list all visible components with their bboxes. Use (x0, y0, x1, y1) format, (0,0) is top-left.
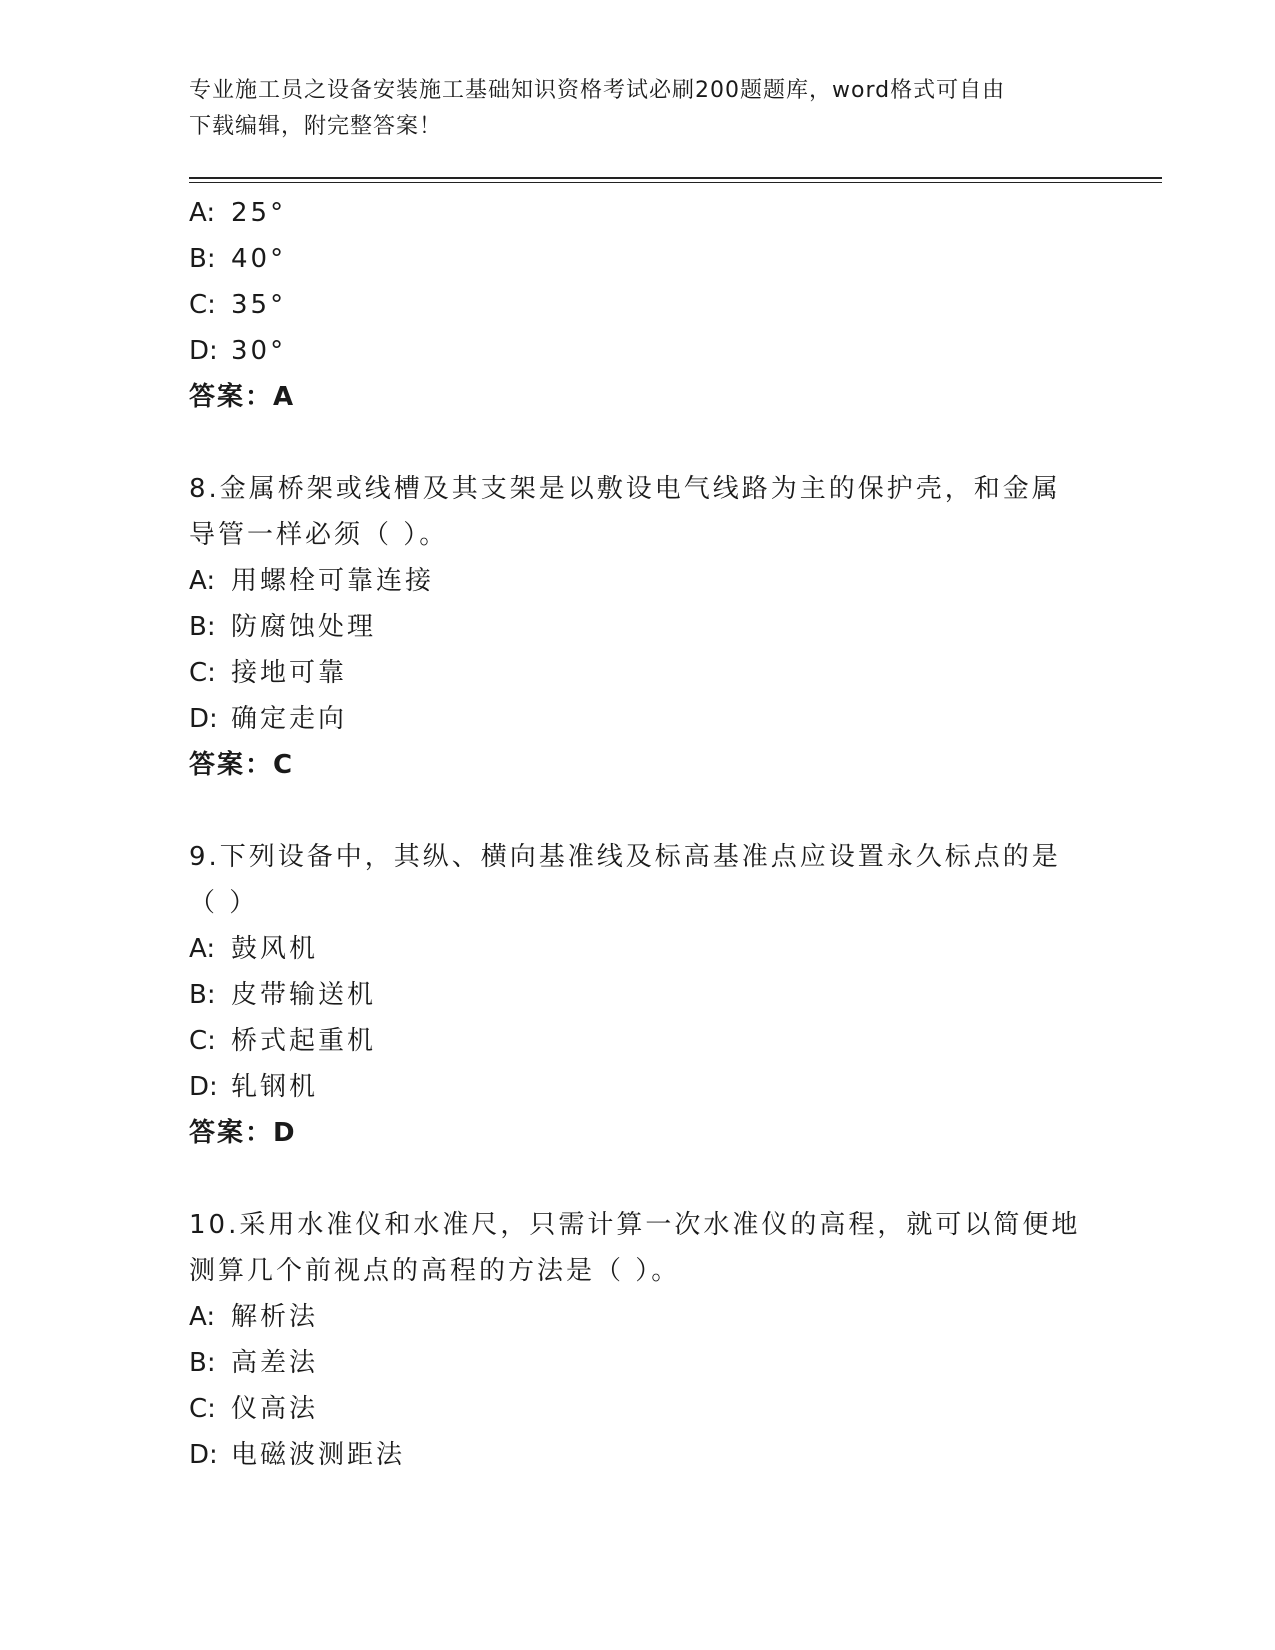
question-text-line-1: 9.下列设备中，其纵、横向基准线及标高基准点应设置永久标点的是 (189, 842, 1061, 872)
option-letter: C: (189, 290, 216, 320)
option-letter: B: (189, 612, 216, 642)
question-9 (189, 834, 1089, 1156)
option-letter: D: (189, 1440, 218, 1470)
option-text: 防腐蚀处理 (231, 612, 377, 642)
option-a (189, 1294, 1089, 1340)
option-a (189, 926, 1089, 972)
option-letter: A: (189, 198, 216, 228)
option-letter: C: (189, 1026, 216, 1056)
option-d (189, 696, 1089, 742)
option-text: 确定走向 (231, 704, 348, 734)
question-text-line-2: （ ） (189, 888, 259, 918)
option-letter: C: (189, 1394, 216, 1424)
option-text: 用螺栓可靠连接 (231, 566, 435, 596)
question-list (189, 190, 1089, 1478)
option-b (189, 604, 1089, 650)
spacer (189, 420, 1089, 466)
header-line-1: 专业施工员之设备安装施工基础知识资格考试必刷200题题库，word格式可自由 (189, 78, 1006, 103)
option-letter: C: (189, 658, 216, 688)
option-text: 轧钢机 (231, 1072, 319, 1102)
option-letter: B: (189, 980, 216, 1010)
option-letter: B: (189, 1348, 216, 1378)
answer-line: 答案：D (189, 1118, 297, 1148)
option-text: 解析法 (231, 1302, 319, 1332)
header-divider-thin (189, 182, 1162, 183)
spacer (189, 1156, 1089, 1202)
option-text: 高差法 (231, 1348, 319, 1378)
question-text-line-1: 10.采用水准仪和水准尺，只需计算一次水准仪的高程，就可以简便地 (189, 1210, 1081, 1240)
option-a (189, 190, 1089, 236)
option-text: 35° (231, 290, 287, 320)
option-c (189, 1386, 1089, 1432)
option-d (189, 1064, 1089, 1110)
option-d (189, 1432, 1089, 1478)
option-text: 鼓风机 (231, 934, 319, 964)
option-text: 25° (231, 198, 287, 228)
option-letter: B: (189, 244, 216, 274)
option-letter: A: (189, 1302, 216, 1332)
option-text: 电磁波测距法 (231, 1440, 406, 1470)
option-text: 仪高法 (231, 1394, 319, 1424)
option-letter: A: (189, 934, 216, 964)
question-text-line-2: 测算几个前视点的高程的方法是（ ）。 (189, 1256, 681, 1286)
header-divider-thick (189, 177, 1162, 179)
answer-line: 答案：A (189, 382, 296, 412)
option-text: 40° (231, 244, 287, 274)
option-a (189, 558, 1089, 604)
option-c (189, 650, 1089, 696)
option-d (189, 328, 1089, 374)
option-b (189, 972, 1089, 1018)
option-b (189, 236, 1089, 282)
document-header (189, 73, 1069, 145)
question-8 (189, 466, 1089, 788)
spacer (189, 788, 1089, 834)
answer-line: 答案：C (189, 750, 295, 780)
option-b (189, 1340, 1089, 1386)
question-text-line-2: 导管一样必须（ ）。 (189, 520, 449, 550)
option-text: 30° (231, 336, 287, 366)
option-letter: D: (189, 336, 218, 366)
option-letter: D: (189, 704, 218, 734)
question-7-tail (189, 190, 1089, 420)
option-text: 桥式起重机 (231, 1026, 377, 1056)
option-letter: D: (189, 1072, 218, 1102)
option-c (189, 1018, 1089, 1064)
option-c (189, 282, 1089, 328)
option-letter: A: (189, 566, 216, 596)
question-text-line-1: 8.金属桥架或线槽及其支架是以敷设电气线路为主的保护壳，和金属 (189, 474, 1061, 504)
option-text: 接地可靠 (231, 658, 348, 688)
header-line-2: 下载编辑，附完整答案！ (189, 114, 443, 139)
option-text: 皮带输送机 (231, 980, 377, 1010)
question-10 (189, 1202, 1089, 1478)
